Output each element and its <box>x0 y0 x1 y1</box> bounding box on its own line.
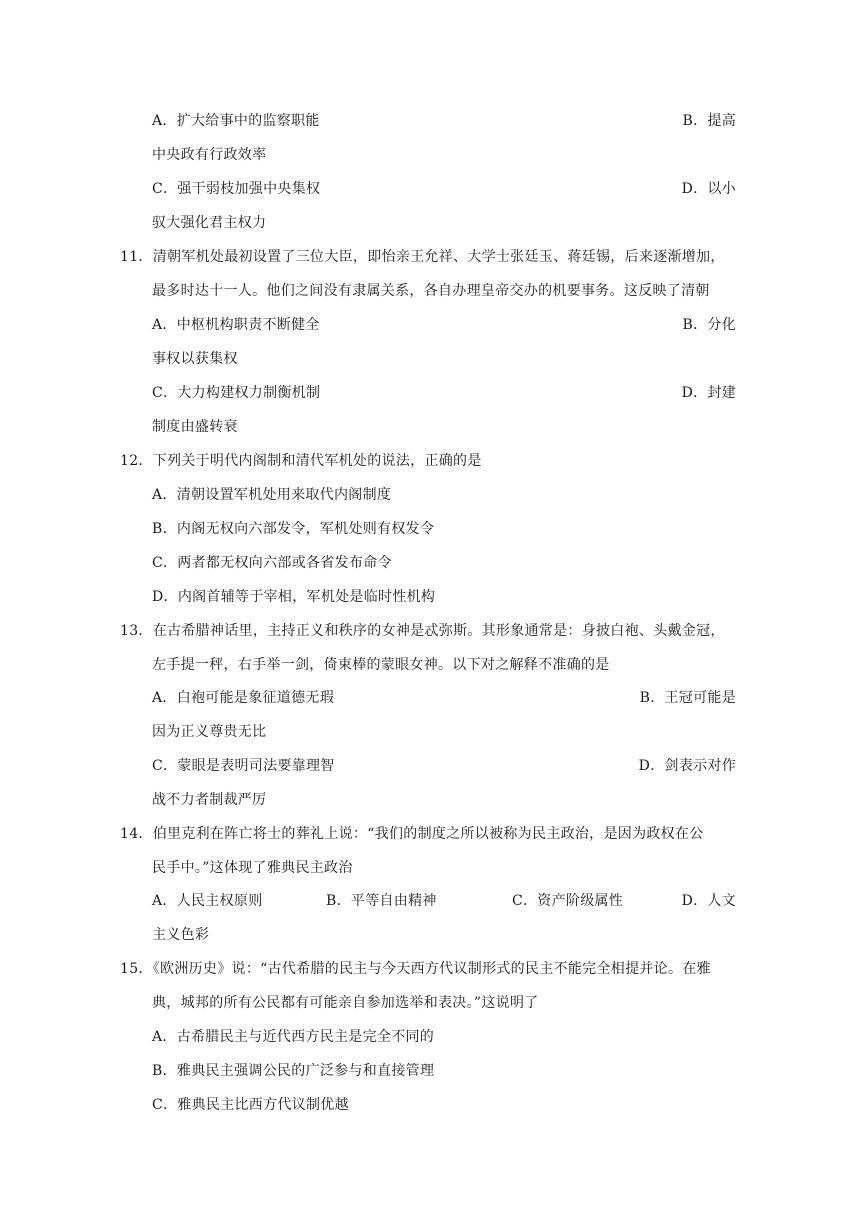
q13-option-a: A．白袍可能是象征道德无瑕 <box>152 690 335 706</box>
q13-option-b: B．王冠可能是 <box>639 690 736 706</box>
q14-stem-line2: 民手中。”这体现了雅典民主政治 <box>152 860 353 876</box>
q12-option-a: A．清朝设置军机处用来取代内阁制度 <box>152 487 392 503</box>
q12-option-c: C．两者都无权向六部或各省发布命令 <box>152 555 392 571</box>
q13-stem-line2: 左手提一秤，右手举一剑，倚束棒的蒙眼女神。以下对之解释不准确的是 <box>152 657 610 673</box>
q13-stem-line1: 13．在古希腊神话里，主持正义和秩序的女神是忒弥斯。其形象通常是：身披白袍、头戴金冠， <box>120 623 725 639</box>
q13-option-d: D．剑表示对作 <box>638 758 736 774</box>
q13-option-c: C．蒙眼是表明司法要靠理智 <box>152 758 335 774</box>
q14-option-d-continued: 主义色彩 <box>152 927 210 943</box>
q11-option-a: A．中枢机构职责不断健全 <box>152 317 320 333</box>
q11-option-b: B．分化 <box>682 317 736 333</box>
q15-stem-line2: 典，城邦的所有公民都有可能亲自参加选举和表决。”这说明了 <box>152 995 539 1011</box>
q11-option-d-continued: 制度由盛转衰 <box>152 419 238 435</box>
q11-stem-line2: 最多时达十一人。他们之间没有隶属关系，各自办理皇帝交办的机要事务。这反映了清朝 <box>152 283 710 299</box>
q15-option-b: B．雅典民主强调公民的广泛参与和直接管理 <box>152 1063 435 1079</box>
q12-option-d: D．内阁首辅等于宰相，军机处是临时性机构 <box>152 589 436 605</box>
q15-stem-line1: 15．《欧洲历史》说：“古代希腊的民主与今天西方代议制形式的民主不能完全相提并论。在雅 <box>120 961 711 977</box>
q11-option-c: C．大力构建权力制衡机制 <box>152 385 321 401</box>
q10-option-b-continued: 中央政有行政效率 <box>152 147 267 163</box>
q10-option-c: C．强干弱枝加强中央集权 <box>152 181 321 197</box>
q10-option-a: A．扩大给事中的监察职能 <box>152 113 320 129</box>
q12-stem: 12．下列关于明代内阁制和清代军机处的说法，正确的是 <box>120 453 482 469</box>
q15-option-c: C．雅典民主比西方代议制优越 <box>152 1097 349 1113</box>
q15-option-a: A．古希腊民主与近代西方民主是完全不同的 <box>152 1029 435 1045</box>
q13-option-d-continued: 战不力者制裁严厉 <box>152 792 267 808</box>
q10-option-d: D．以小 <box>681 181 736 197</box>
q10-option-b: B．提高 <box>682 113 736 129</box>
q14-option-d: D．人文 <box>681 893 736 909</box>
q13-option-b-continued: 因为正义尊贵无比 <box>152 724 267 740</box>
q14-option-b: B．平等自由精神 <box>326 893 437 909</box>
q10-option-d-continued: 驭大强化君主权力 <box>152 215 267 231</box>
q11-option-d: D．封建 <box>681 385 736 401</box>
q12-option-b: B．内阁无权向六部发令，军机处则有权发令 <box>152 521 435 537</box>
q14-option-a: A．人民主权原则 <box>152 893 263 909</box>
q11-option-b-continued: 事权以获集权 <box>152 351 238 367</box>
q11-stem-line1: 11．清朝军机处最初设置了三位大臣，即怡亲王允祥、大学士张廷玉、蒋廷锡，后来逐渐增加， <box>120 249 725 265</box>
q14-stem-line1: 14．伯里克利在阵亡将士的葬礼上说：“我们的制度之所以被称为民主政治，是因为政权在公 <box>120 826 704 842</box>
q14-option-c: C．资产阶级属性 <box>512 893 624 909</box>
